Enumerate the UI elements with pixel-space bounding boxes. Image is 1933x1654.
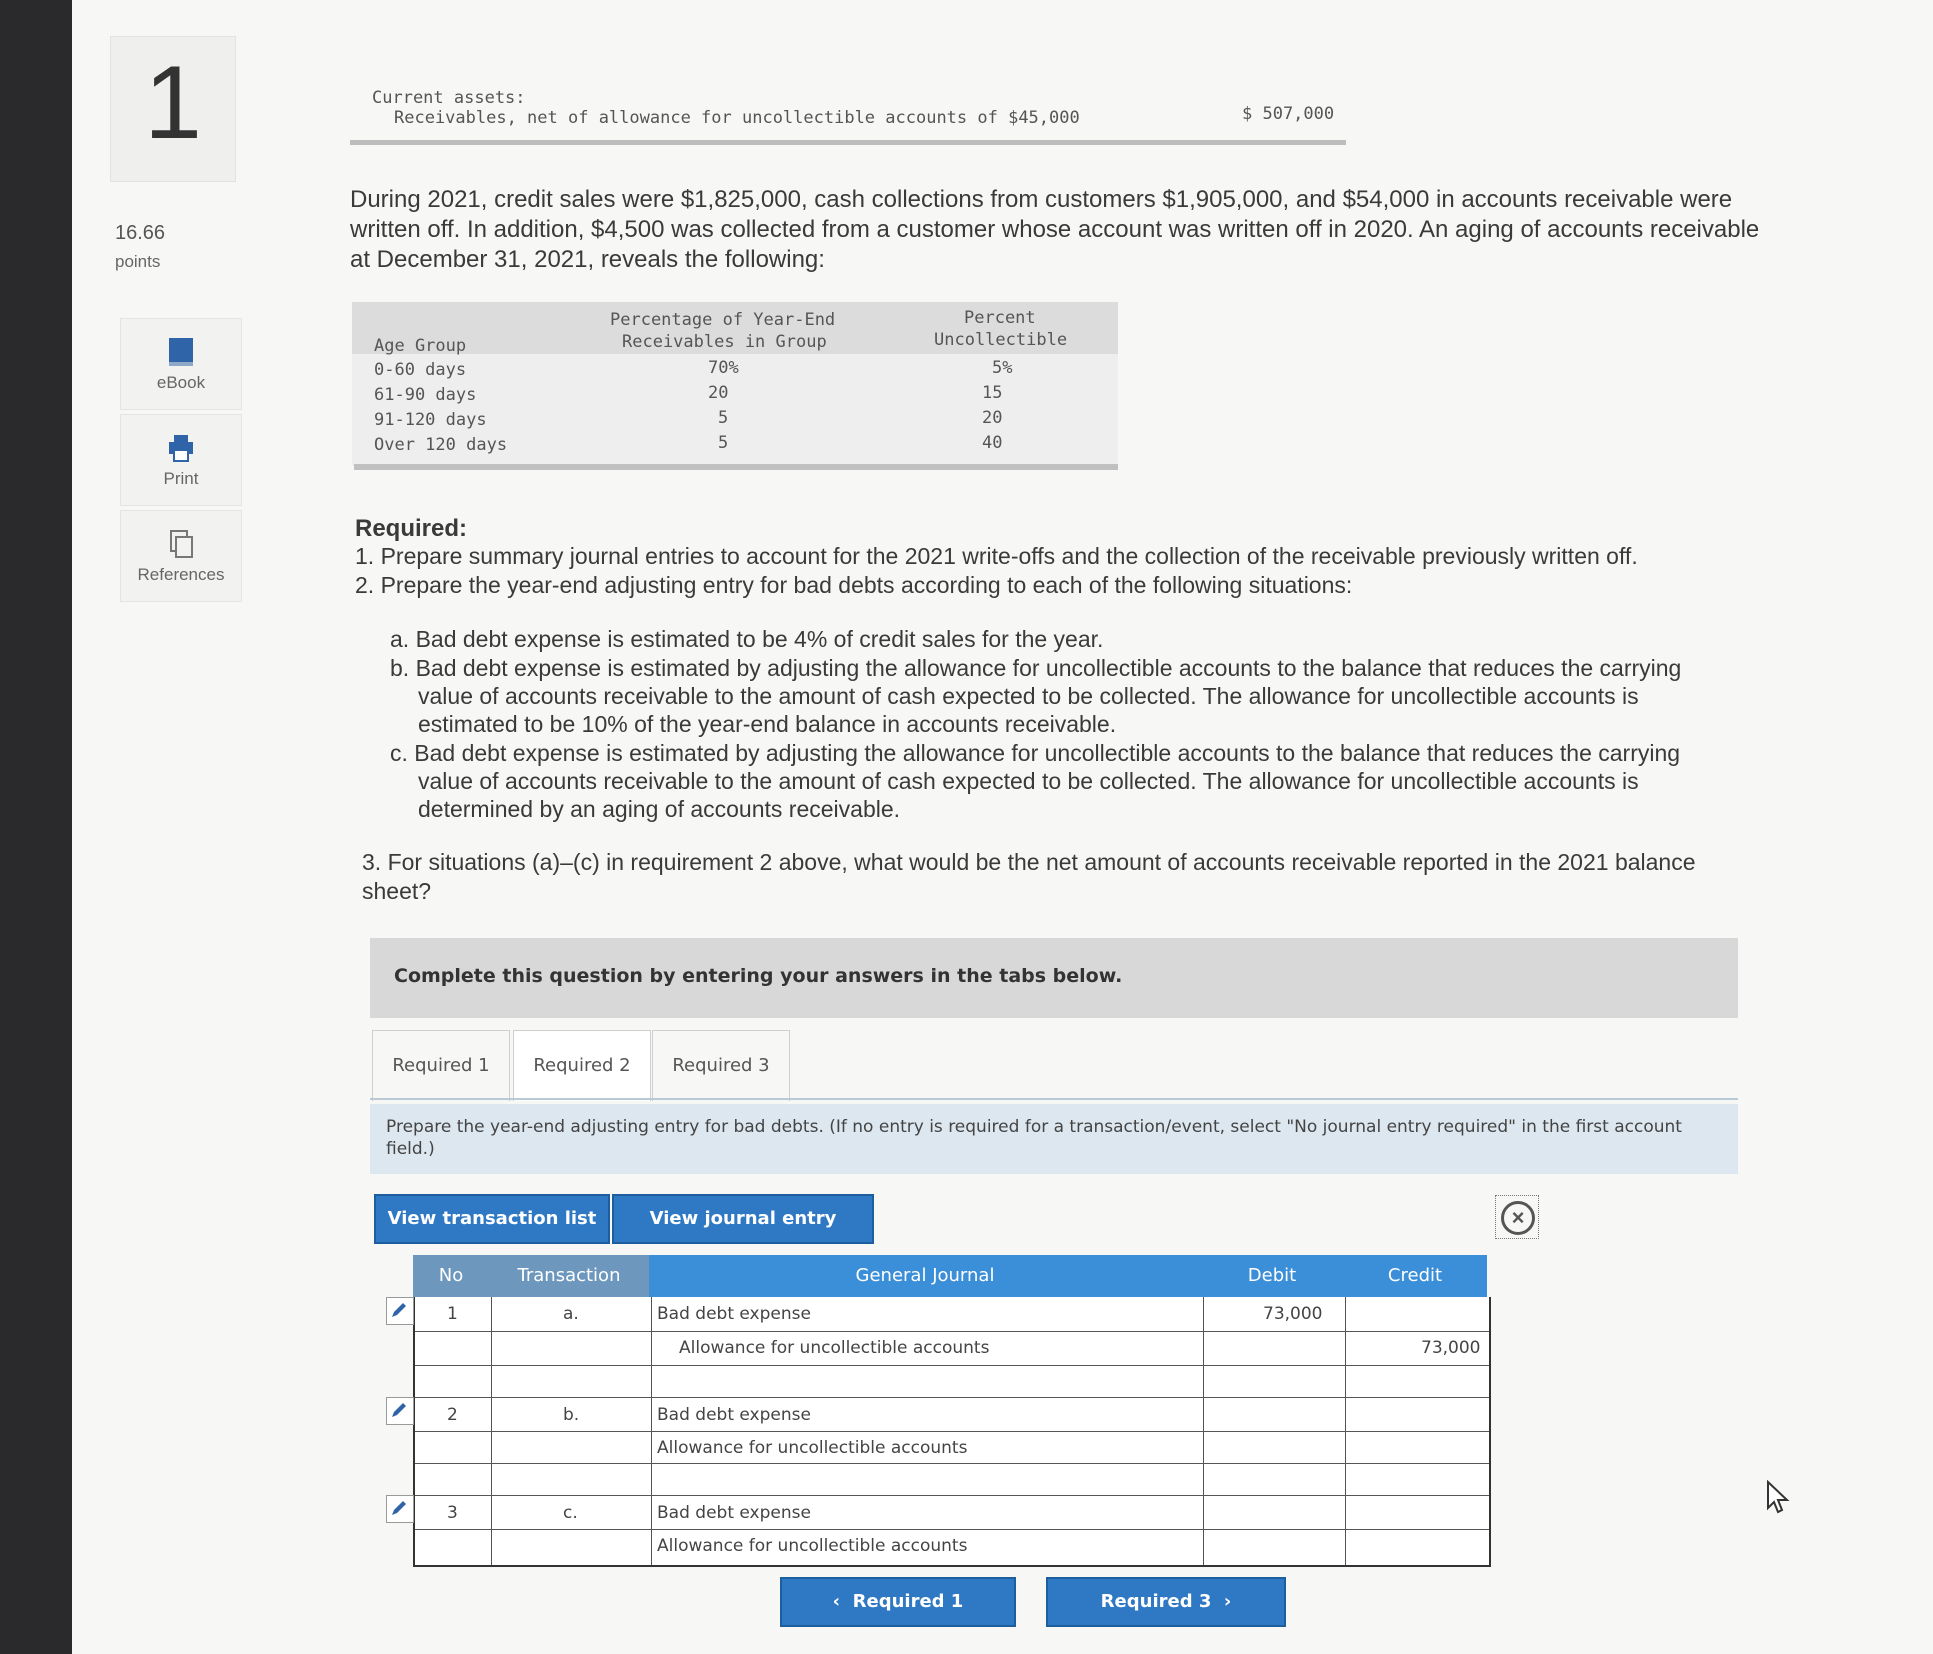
situation-b-line3: estimated to be 10% of the year-end balance in accounts receivable. [418, 711, 1117, 737]
view-journal-worksheet-button[interactable]: View journal entry [612, 1194, 874, 1244]
next-required-button[interactable] [1046, 1577, 1286, 1627]
row-divider [415, 1529, 1489, 1530]
printer-icon [167, 433, 195, 463]
mouse-cursor-icon [1765, 1480, 1791, 1516]
aging-row-pct: 5 [718, 408, 729, 428]
row-number: 2 [447, 1405, 458, 1425]
references-label: References [137, 565, 225, 584]
row-number: 3 [447, 1503, 458, 1523]
ebook-icon [167, 337, 195, 367]
references-button[interactable] [120, 510, 242, 602]
chevron-right-icon: › [1211, 1591, 1232, 1612]
required-title: Required: [355, 515, 468, 542]
pencil-icon [390, 1499, 408, 1517]
situation-b-line2: value of accounts receivable to the amount of cash expected to be collected. The allowance for uncollectible accounts is [418, 683, 1639, 709]
points-label: points [115, 252, 161, 271]
row-divider [415, 1397, 1489, 1398]
aging-header-pct-line2: Receivables in Group [622, 332, 827, 352]
header-credit: Credit [1387, 1265, 1443, 1286]
credit-account-field[interactable]: Allowance for uncollectible accounts [657, 1536, 968, 1556]
required-3-line2: sheet? [362, 878, 432, 904]
aging-row-uncoll: 5% [992, 358, 1013, 378]
intro-line-2: written off. In addition, $4,500 was collected from a customer whose account was written off in 2020. An aging of accounts receivable [350, 216, 1760, 243]
journal-table-body [413, 1297, 1491, 1567]
header-debit: Debit [1247, 1265, 1297, 1286]
aging-row-uncoll: 40 [982, 433, 1003, 453]
edit-entry-3-button[interactable] [386, 1495, 414, 1523]
row-divider [415, 1463, 1489, 1464]
aging-header-pct-line1: Percentage of Year-End [610, 310, 836, 330]
intro-line-3: at December 31, 2021, reveals the following: [350, 246, 825, 273]
complete-question-bar [370, 938, 1738, 1018]
situation-c-line3: determined by an aging of accounts receivable. [418, 796, 901, 822]
situation-c-line1: c. Bad debt expense is estimated by adjusting the allowance for uncollectible accounts to the balance that reduces the carrying [390, 740, 1681, 766]
tab-required-2[interactable]: Required 2 [513, 1030, 651, 1101]
aging-row-group: 0-60 days [374, 360, 467, 380]
required-2: 2. Prepare the year-end adjusting entry for bad debts according to each of the following situations: [355, 572, 1353, 598]
header-no: No [413, 1255, 489, 1297]
ebook-label: eBook [156, 373, 206, 392]
journal-table-header [413, 1255, 1487, 1297]
tabs-rule [370, 1098, 1738, 1100]
aging-header-uncoll-line2: Uncollectible [934, 330, 1068, 350]
aging-row-uncoll: 15 [982, 383, 1003, 403]
situation-b-line1: b. Bad debt expense is estimated by adjusting the allowance for uncollectible accounts to the balance that reduces the carrying [390, 655, 1682, 681]
question-number: 1 [144, 45, 202, 161]
aging-header-uncoll-line1: Percent [964, 308, 1036, 328]
edit-entry-2-button[interactable] [386, 1397, 414, 1425]
aging-table [352, 302, 1118, 472]
intro-line-1: During 2021, credit sales were $1,825,000, cash collections from customers $1,905,000, and $54,000 in accounts receivable were [350, 186, 1733, 213]
view-transaction-list-button[interactable]: View transaction list [374, 1194, 610, 1244]
header-transaction: Transaction [489, 1255, 649, 1297]
edit-entry-1-button[interactable] [386, 1297, 414, 1325]
row-divider [415, 1431, 1489, 1432]
debit-amount-field[interactable]: 73,000 [1263, 1304, 1323, 1324]
close-button[interactable] [1495, 1195, 1539, 1239]
row-number: 1 [447, 1304, 458, 1324]
print-button[interactable] [120, 414, 242, 506]
tab-required-1[interactable]: Required 1 [372, 1030, 510, 1101]
complete-question-text: Complete this question by entering your answers in the tabs below. [394, 965, 1123, 987]
required-1: 1. Prepare summary journal entries to account for the 2021 write-offs and the collection of the receivable previously written off. [355, 543, 1638, 569]
prev-required-button[interactable] [780, 1577, 1016, 1627]
ebook-button[interactable] [120, 318, 242, 410]
references-icon [167, 529, 195, 559]
current-assets-heading: Current assets: [372, 88, 526, 108]
aging-header-age-group: Age Group [374, 336, 467, 356]
row-divider [415, 1365, 1489, 1366]
header-general-journal: General Journal [855, 1265, 995, 1286]
close-icon: × [1501, 1201, 1535, 1235]
aging-row-group: 61-90 days [374, 385, 477, 405]
row-transaction[interactable]: a. [563, 1304, 579, 1324]
row-divider [415, 1331, 1489, 1332]
row-transaction[interactable]: b. [563, 1405, 580, 1425]
aging-row-group: Over 120 days [374, 435, 508, 455]
chevron-left-icon: ‹ [832, 1591, 853, 1612]
screen-bezel [0, 0, 72, 1654]
row-transaction[interactable]: c. [563, 1503, 578, 1523]
instruction-text: Prepare the year-end adjusting entry for bad debts. (If no entry is required for a transaction/event, select "No journal entry required" in the first account field.) [386, 1117, 1682, 1159]
situation-c-line2: value of accounts receivable to the amount of cash expected to be collected. The allowance for uncollectible accounts is [418, 768, 1639, 794]
next-required-label: Required 3 [1100, 1591, 1212, 1612]
receivables-line-value: $ 507,000 [1242, 104, 1335, 124]
credit-account-field[interactable]: Allowance for uncollectible accounts [679, 1338, 990, 1358]
receivables-line-label: Receivables, net of allowance for uncollectible accounts of $45,000 [394, 108, 1080, 128]
prev-required-label: Required 1 [852, 1591, 964, 1612]
row-divider [415, 1495, 1489, 1496]
aging-row-pct: 70% [708, 358, 739, 378]
question-number-box [110, 36, 236, 182]
debit-account-field[interactable]: Bad debt expense [657, 1405, 811, 1425]
situation-a: a. Bad debt expense is estimated to be 4% of credit sales for the year. [390, 626, 1104, 652]
points-value: 16.66 [115, 222, 166, 244]
print-label: Print [163, 469, 199, 488]
aging-row-group: 91-120 days [374, 410, 487, 430]
tab-required-3[interactable]: Required 3 [652, 1030, 790, 1101]
credit-account-field[interactable]: Allowance for uncollectible accounts [657, 1438, 968, 1458]
debit-account-field[interactable]: Bad debt expense [657, 1304, 811, 1324]
aging-row-uncoll: 20 [982, 408, 1003, 428]
instruction-box [370, 1104, 1738, 1174]
balance-sheet-rule [350, 140, 1346, 145]
debit-account-field[interactable]: Bad debt expense [657, 1503, 811, 1523]
pencil-icon [390, 1301, 408, 1319]
required-3-line1: 3. For situations (a)–(c) in requirement 2 above, what would be the net amount of accounts receivable reported in the 2021 balance [362, 849, 1696, 875]
pencil-icon [390, 1401, 408, 1419]
aging-table-rule [354, 464, 1118, 470]
credit-amount-field[interactable]: 73,000 [1421, 1338, 1481, 1358]
aging-row-pct: 20 [708, 383, 729, 403]
aging-row-pct: 5 [718, 433, 729, 453]
